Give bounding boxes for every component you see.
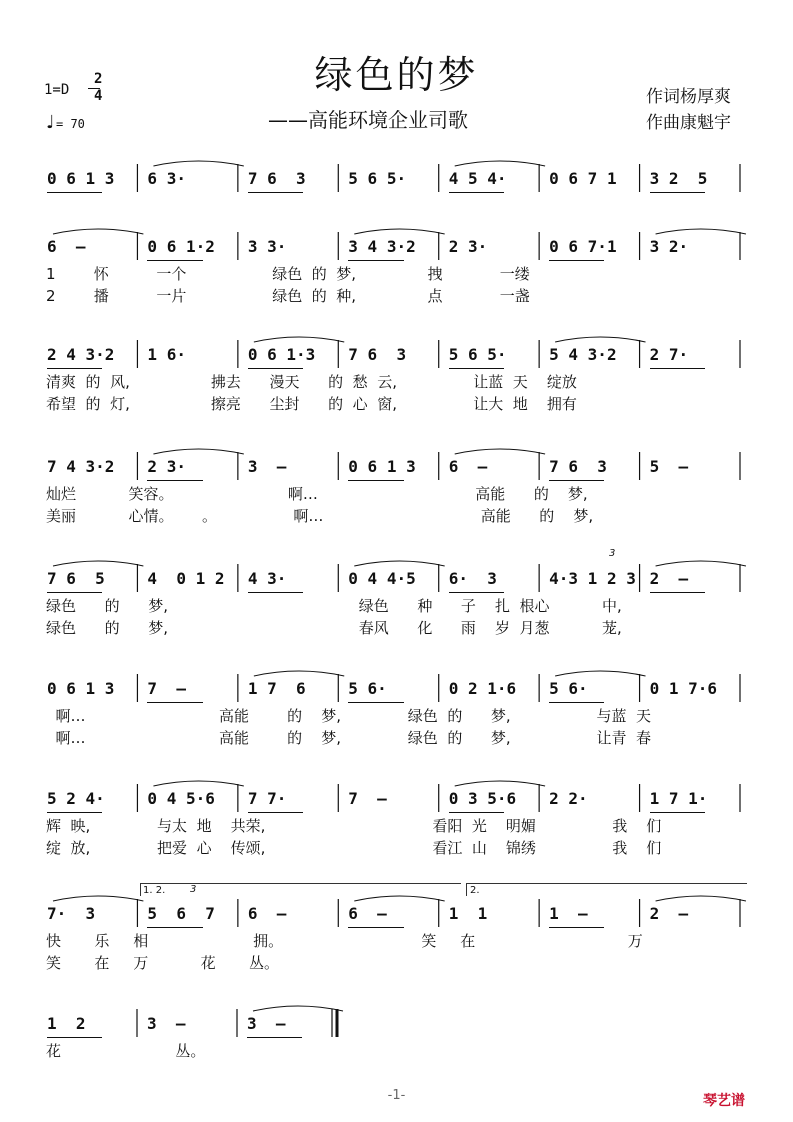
site-logo: 琴艺谱	[703, 1093, 745, 1109]
lyrics-verse-1: 花 丛。	[46, 1042, 206, 1060]
measure: 4 0 1 2	[147, 569, 225, 588]
measure: 5 4 3·2	[549, 345, 617, 364]
slur	[253, 1006, 343, 1011]
measure: 3 –	[247, 1014, 286, 1033]
measure: 0 1 7·6	[649, 679, 717, 698]
volta-bracket-1	[140, 883, 461, 896]
measure: 6 –	[47, 237, 86, 256]
slur	[53, 896, 143, 901]
beam	[549, 480, 604, 481]
lyrics-verse-1: 灿烂 笑容。 啊… 高能 的 梦,	[46, 485, 588, 503]
lyrics-verse-2: 2 播 一片 绿色 的 种, 点 一盏	[46, 287, 530, 305]
score-row-3	[0, 336, 793, 451]
measure: 2 –	[649, 904, 689, 923]
lyrics-verse-2: 希望 的 灯, 擦亮 尘封 的 心 窗, 让大 地 拥有	[46, 395, 577, 413]
score-row-4	[0, 448, 793, 563]
beam	[248, 192, 303, 193]
score-row-8	[0, 895, 793, 1010]
time-signature-numerator: 2	[94, 71, 103, 87]
measure: 4·3 1 2 3	[549, 569, 636, 588]
measure: 0 6 1 3	[348, 457, 416, 476]
slur	[455, 449, 545, 454]
barlines-row-9	[0, 1005, 793, 1045]
slur	[354, 229, 444, 234]
measure: 1 7 6	[247, 679, 306, 698]
measure: 7 –	[147, 679, 186, 698]
lyrics-verse-2: 美丽 心情。 。 啊… 高能 的 梦,	[46, 507, 594, 525]
measure: 0 4 4·5	[348, 569, 416, 588]
beam	[147, 480, 202, 481]
slur	[455, 161, 545, 166]
beam	[449, 368, 504, 369]
lyrics-verse-1: 1 怀 一个 绿色 的 梦, 拽 一缕	[46, 265, 530, 283]
beam	[348, 260, 403, 261]
measure: 7 7·	[247, 789, 287, 808]
lyrics-verse-1: 清爽 的 风, 拂去 漫天 的 愁 云, 让蓝 天 绽放	[46, 373, 577, 391]
beam	[147, 702, 202, 703]
measure: 3 –	[147, 1014, 186, 1033]
beam	[147, 927, 202, 928]
volta-2-label: 2.	[470, 885, 480, 896]
score-row-6	[0, 670, 793, 785]
lyrics-verse-2: 绿色 的 梦, 春风 化 雨 岁 月葱 茏,	[46, 619, 622, 637]
beam	[449, 192, 504, 193]
lyrics-verse-1: 绿色 的 梦, 绿色 种 子 扎 根心 中,	[46, 597, 622, 615]
slur	[153, 161, 243, 166]
slur	[656, 229, 746, 234]
beam	[47, 1037, 102, 1038]
volta-1-label: 1. 2.	[143, 885, 166, 896]
slur	[656, 561, 746, 566]
beam	[47, 592, 102, 593]
measure: 4 5 4·	[448, 169, 507, 188]
measure: 7 6 3	[247, 169, 306, 188]
measure: 3 2·	[649, 237, 689, 256]
beam	[449, 592, 504, 593]
measure: 1 6·	[147, 345, 186, 364]
beam	[47, 368, 102, 369]
measure: 2 7·	[649, 345, 689, 364]
slur	[555, 337, 645, 342]
measure: 7 6 3	[549, 457, 607, 476]
slur	[656, 896, 746, 901]
measure: 4 3·	[247, 569, 287, 588]
measure: 6 –	[448, 457, 488, 476]
measure: 2 –	[649, 569, 689, 588]
triplet-mark-2: 3	[609, 548, 616, 559]
measure: 3 2 5	[649, 169, 708, 188]
beam	[650, 812, 705, 813]
measure: 3 –	[247, 457, 287, 476]
beam	[248, 368, 303, 369]
measure: 5 6·	[549, 679, 588, 698]
lyrics-verse-2: 绽 放, 把爱 心 传颂, 看江 山 锦绣 我 们	[46, 839, 662, 857]
composer-credit: 作曲康魁宇	[646, 113, 731, 133]
measure: 1 1	[448, 904, 488, 923]
song-title: 绿色的梦	[314, 53, 479, 97]
slur	[455, 781, 545, 786]
slur	[254, 337, 344, 342]
measure: 0 6 1·2	[147, 237, 215, 256]
beam	[650, 592, 705, 593]
lyrics-verse-2: 啊… 高能 的 梦, 绿色 的 梦, 让青 春	[46, 729, 652, 747]
song-subtitle: ——高能环境企业司歌	[268, 108, 468, 132]
measure: 0 3 5·6	[448, 789, 517, 808]
slur	[53, 229, 143, 234]
volta-bracket-2	[466, 883, 747, 896]
measure: 0 6 1·3	[247, 345, 316, 364]
score-row-2	[0, 228, 793, 343]
slur	[153, 449, 243, 454]
measure: 2 3·	[448, 237, 488, 256]
measure: 7 6 5	[47, 569, 105, 588]
time-signature-line	[88, 88, 100, 89]
beam	[348, 927, 403, 928]
measure: 1 7 1·	[649, 789, 708, 808]
beam	[248, 592, 303, 593]
slur	[354, 561, 444, 566]
measure: 5 6·	[348, 679, 387, 698]
measure: 6· 3	[448, 569, 497, 588]
measure: 2 3·	[147, 457, 186, 476]
measure: 6 3·	[147, 169, 186, 188]
measure: 7 4 3·2	[47, 457, 115, 476]
triplet-mark: 3	[190, 884, 197, 895]
measure: 0 6 1 3	[47, 169, 115, 188]
beam	[449, 812, 504, 813]
measure: 0 6 7 1	[549, 169, 617, 188]
beam	[348, 702, 403, 703]
key-signature: 1=D	[44, 82, 70, 98]
tempo-marking: = 70	[56, 117, 85, 131]
beam	[650, 192, 705, 193]
score-row-5	[0, 560, 793, 675]
beam	[650, 368, 705, 369]
time-signature-denominator: 4	[94, 88, 103, 104]
page-number: -1-	[387, 1088, 406, 1103]
lyrics-verse-1: 快 乐 相 拥。 笑 在 万	[46, 932, 643, 950]
measure: 0 6 7·1	[549, 237, 617, 256]
lyrics-verse-1: 啊… 高能 的 梦, 绿色 的 梦, 与蓝 天	[46, 707, 652, 725]
measure: 6 –	[247, 904, 287, 923]
score-row-7	[0, 780, 793, 895]
slur	[153, 781, 243, 786]
beam	[549, 702, 604, 703]
beam	[47, 812, 102, 813]
slur	[555, 671, 645, 676]
beam	[147, 260, 202, 261]
beam	[348, 480, 403, 481]
slur	[53, 561, 143, 566]
measure: 0 6 1 3	[47, 679, 115, 698]
beam	[248, 812, 303, 813]
measure: 1 –	[549, 904, 588, 923]
beam	[549, 927, 604, 928]
measure: 0 4 5·6	[147, 789, 215, 808]
slur	[354, 896, 444, 901]
measure: 0 2 1·6	[448, 679, 517, 698]
slur	[254, 671, 344, 676]
measure: 5 2 4·	[47, 789, 105, 808]
beam	[549, 260, 604, 261]
measure: 7 –	[348, 789, 387, 808]
measure: 3 3·	[247, 237, 287, 256]
lyrics-verse-2: 笑 在 万 花 丛。	[46, 954, 280, 972]
beam	[247, 1037, 302, 1038]
measure: 6 –	[348, 904, 387, 923]
quarter-note-icon: ♩	[46, 112, 55, 133]
measure: 5 –	[649, 457, 689, 476]
measure: 7 6 3	[348, 345, 407, 364]
measure: 2 4 3·2	[47, 345, 115, 364]
measure: 1 2	[47, 1014, 86, 1033]
measure: 5 6 7	[147, 904, 215, 923]
beam	[47, 192, 102, 193]
measure: 5 6 5·	[448, 345, 507, 364]
measure: 2 2·	[549, 789, 588, 808]
measure: 5 6 5·	[348, 169, 407, 188]
lyricist-credit: 作词杨厚爽	[646, 87, 731, 107]
lyrics-verse-1: 辉 映, 与太 地 共荣, 看阳 光 明媚 我 们	[46, 817, 662, 835]
measure: 3 4 3·2	[348, 237, 416, 256]
measure: 7· 3	[47, 904, 96, 923]
